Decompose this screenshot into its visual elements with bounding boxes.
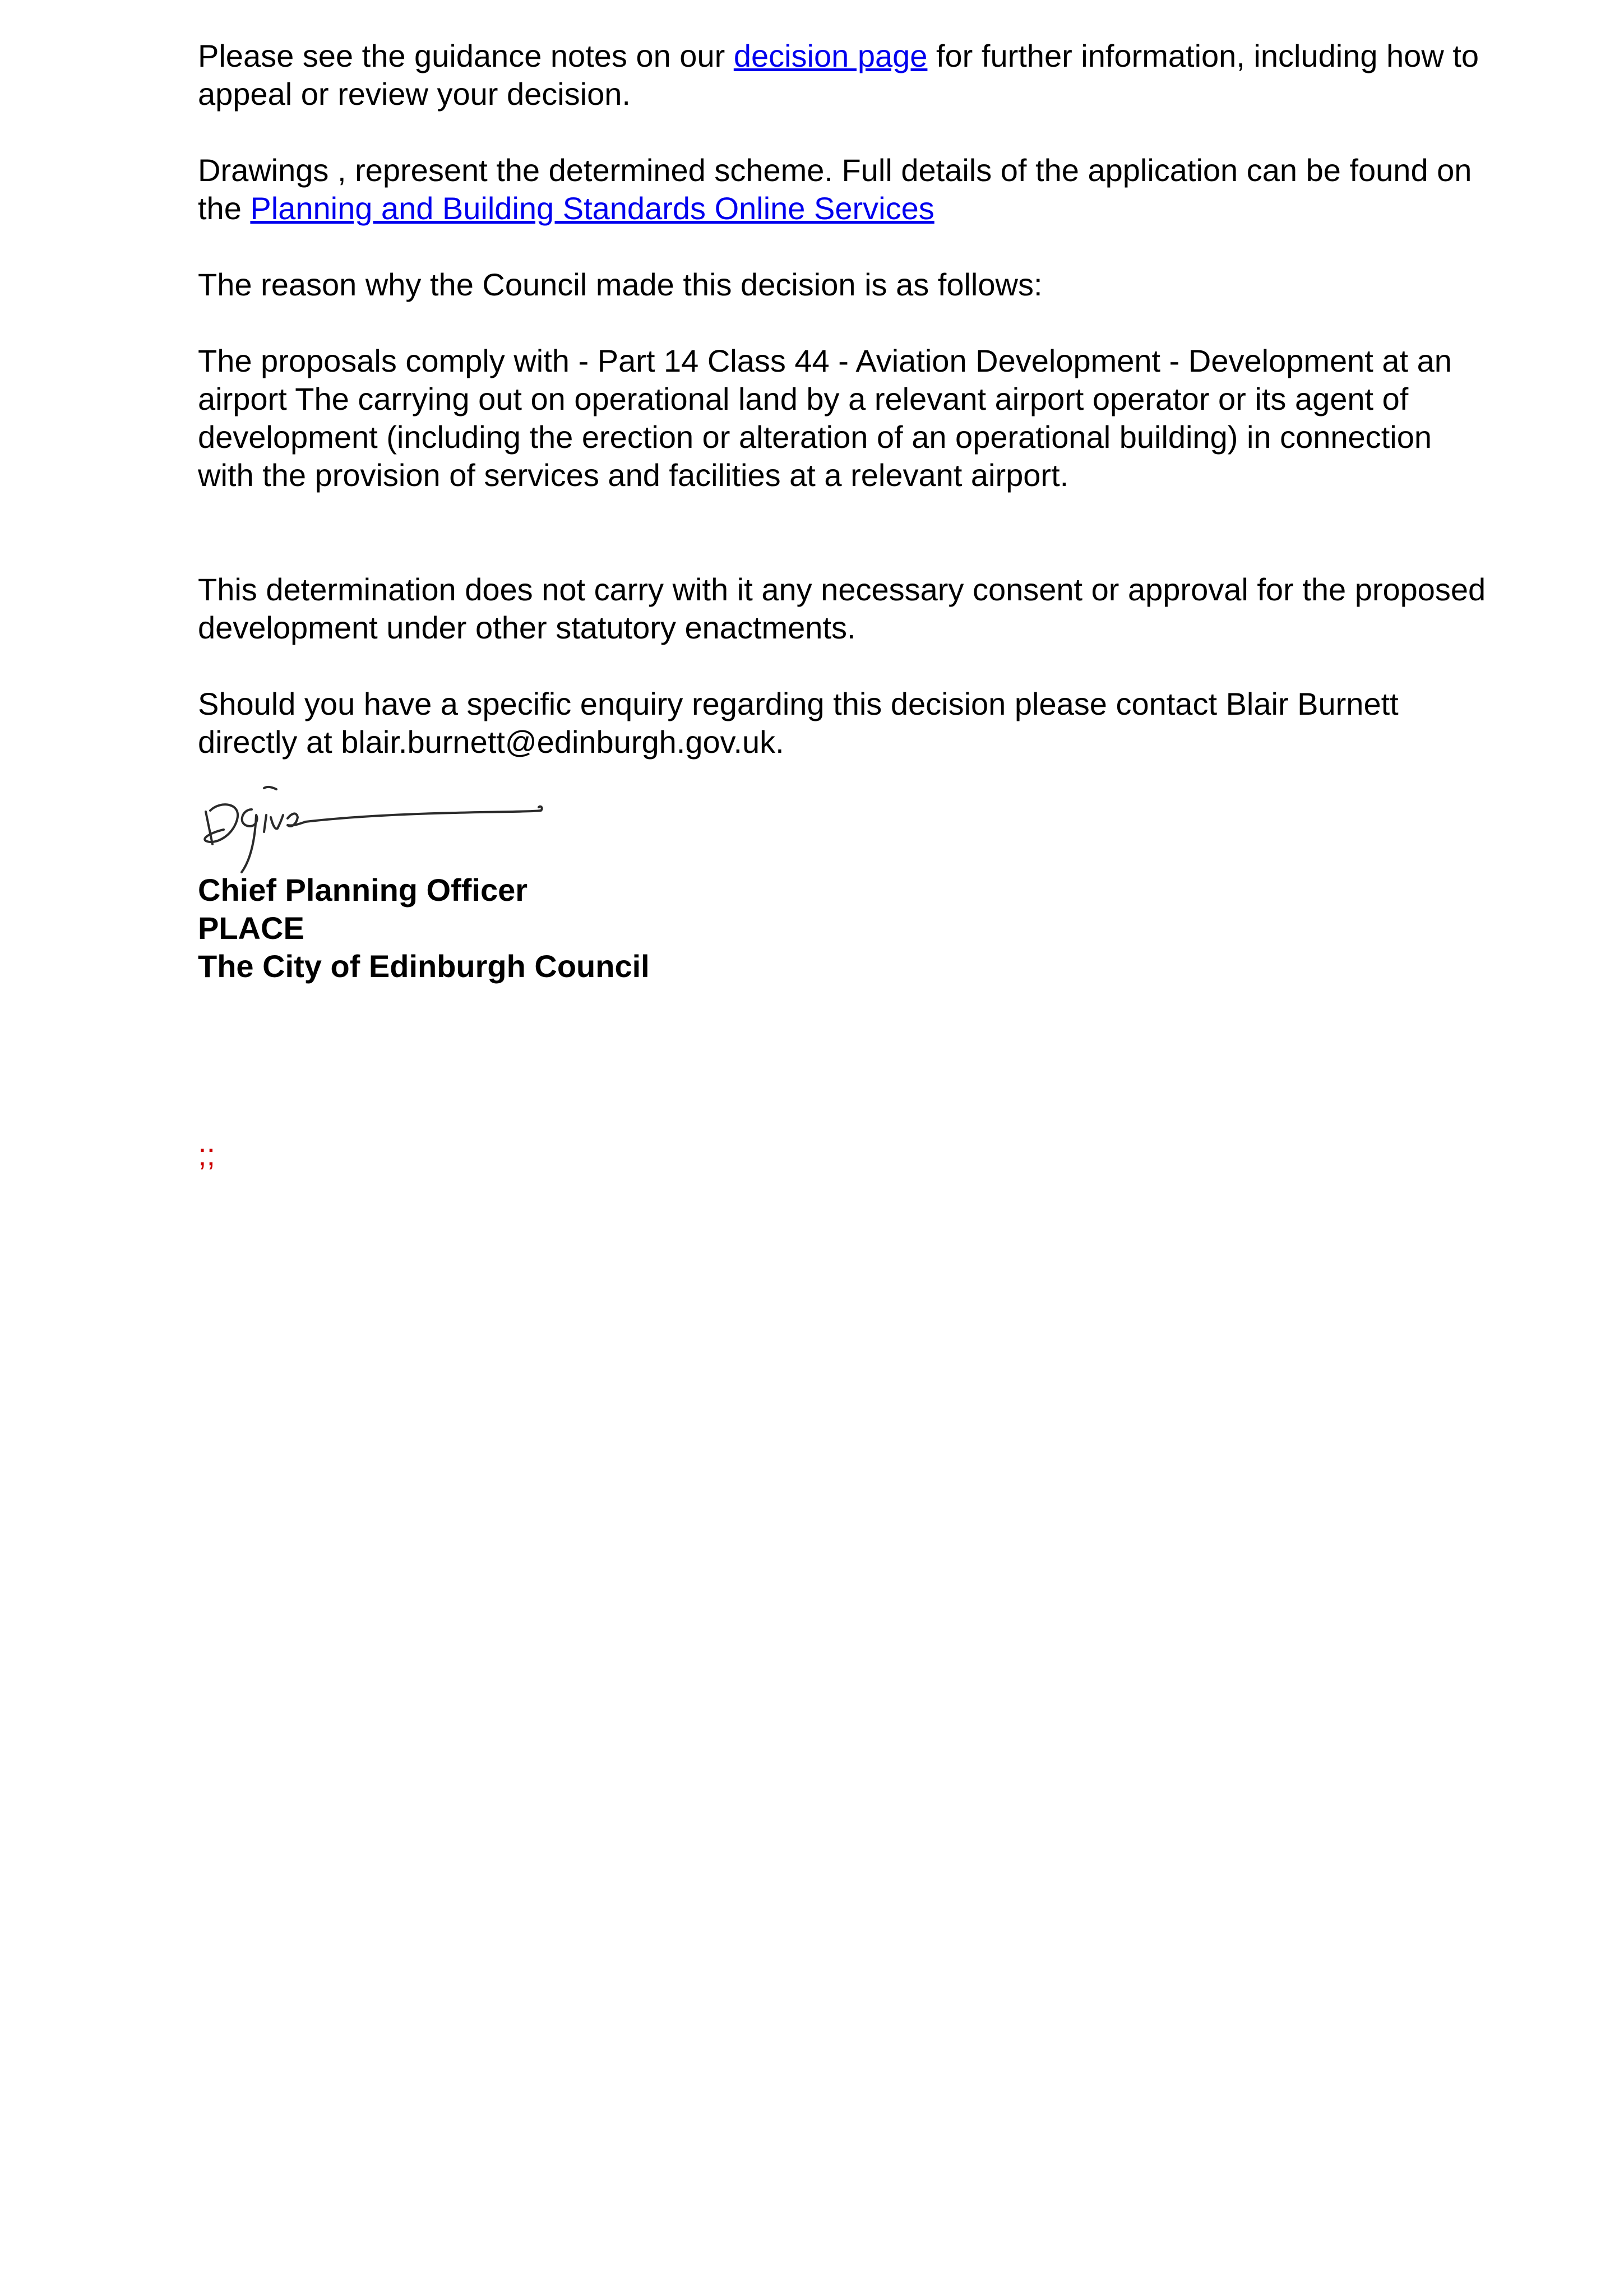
- signature-block: [198, 871, 1487, 985]
- letter-body: [198, 37, 1487, 1174]
- drawings-text: Drawings , represent the determined scheme. Full details of the application can be found on the: [198, 152, 1472, 226]
- guidance-text-start: Please see the guidance notes on our: [198, 38, 734, 73]
- reason-intro-paragraph: The reason why the Council made this decision is as follows:: [198, 267, 1043, 302]
- signatory-title: Chief Planning Officer: [198, 872, 528, 908]
- determination-paragraph: This determination does not carry with it any necessary consent or approval for the proposed development under other statutory enactments.: [198, 572, 1486, 645]
- signatory-organisation: The City of Edinburgh Council: [198, 948, 650, 984]
- reason-paragraph: The proposals comply with - Part 14 Class 44 - Aviation Development - Development at an airport The carrying out on operational land by a relevant airport operator or its agent of development (including the erection or alteration of an operational building) in connection with the provision of services and facilities at a relevant airport.: [198, 343, 1452, 493]
- red-marker-text: ;;: [198, 1137, 216, 1172]
- decision-page-link[interactable]: decision page: [733, 38, 928, 73]
- enquiry-paragraph: Should you have a specific enquiry regarding this decision please contact Blair Burnett directly at blair.burnett@edinburgh.gov.uk.: [198, 686, 1399, 760]
- online-services-link[interactable]: Planning and Building Standards Online Services: [250, 191, 934, 226]
- handwritten-signature: [198, 778, 557, 879]
- guidance-text-end: for further information, including how to appeal or review your decision.: [198, 38, 1479, 112]
- drawings-paragraph: [198, 151, 1487, 228]
- guidance-paragraph: [198, 37, 1487, 113]
- signatory-department: PLACE: [198, 910, 304, 946]
